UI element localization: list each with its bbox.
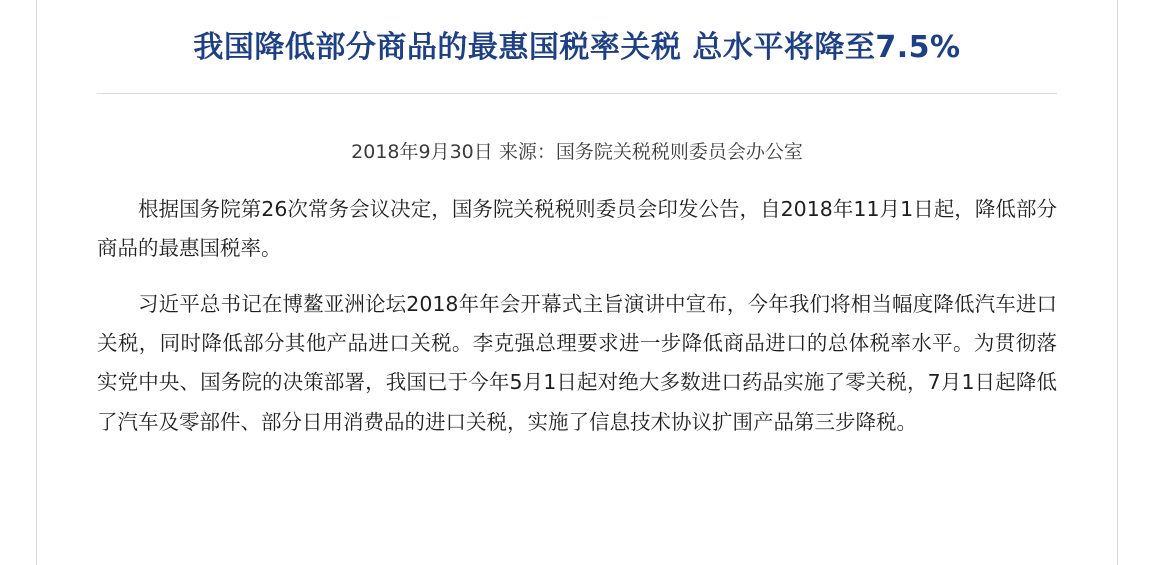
article-meta: 2018年9月30日 来源：国务院关税税则委员会办公室 xyxy=(351,140,803,163)
right-margin-rule xyxy=(1117,0,1118,565)
article-container xyxy=(37,0,1117,565)
article-paragraph-2: 习近平总书记在博鳌亚洲论坛2018年年会开幕式主旨演讲中宣布，今年我们将相当幅度降低汽车进口关税，同时降低部分其他产品进口关税。李克强总理要求进一步降低商品进口的总体税率水平。为贯彻落实党中央、国务院的决策部署，我国已于今年5月1日起对绝大多数进口药品实施了零关税，7月1日起降低了汽车及零部件、部分日用消费品的进口关税，实施了信息技术协议扩围产品第三步降税。 xyxy=(97,291,1057,434)
page-title: 我国降低部分商品的最惠国税率关税 总水平将降至7.5% xyxy=(193,30,961,65)
article-paragraph-1: 根据国务院第26次常务会议决定，国务院关税税则委员会印发公告，自2018年11月1日起，降低部分商品的最惠国税率。 xyxy=(97,197,1057,261)
